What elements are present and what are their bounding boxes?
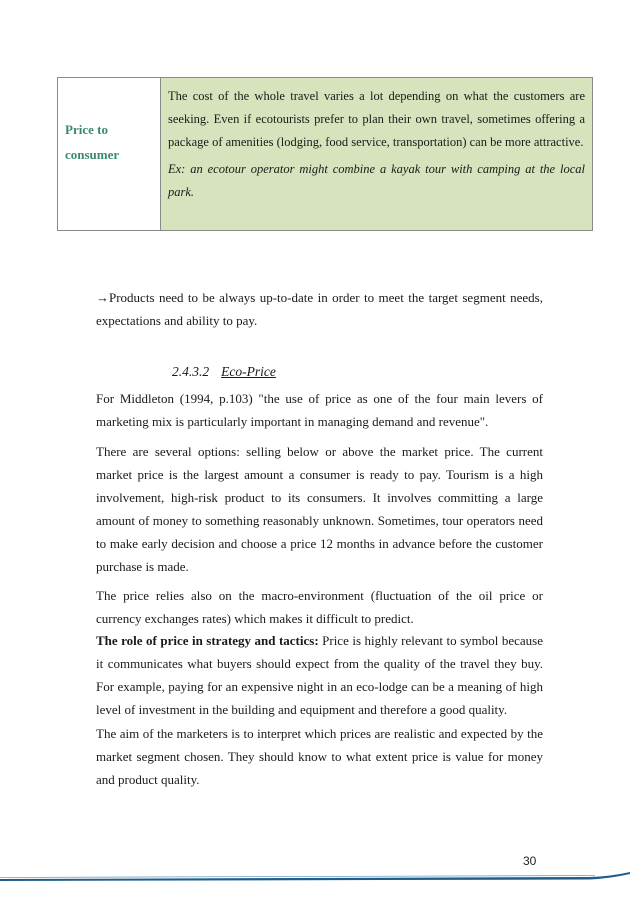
- section-title: Eco-Price: [221, 364, 276, 379]
- paragraph-options: There are several options: selling below or above the market price. The current market price is the largest amount a consumer is ready to pay. Tourism is a high involvement, high-risk product to its consumers. It involves committing a large amount of money to something reasonably unknown. Sometimes, tour operators need to make early decision and choose a price 12 months in advance before the customer purchase is made.: [96, 444, 543, 574]
- role-heading: The role of price in strategy and tactics:: [96, 633, 319, 648]
- page-number: 30: [523, 854, 537, 868]
- section-heading: [172, 364, 276, 380]
- section-number: 2.4.3.2: [172, 364, 210, 379]
- products-note: →Products need to be always up-to-date in order to meet the target segment needs, expectations and ability to pay.: [96, 290, 543, 328]
- table-label-cell: [58, 78, 161, 230]
- footer-line-light: [0, 876, 595, 878]
- table-label: Price to consumer: [65, 122, 120, 162]
- table-example: Ex: an ecotour operator might combine a kayak tour with camping at the local park.: [168, 162, 585, 199]
- paragraph-middleton: For Middleton (1994, p.103) "the use of price as one of the four main levers of marketing mix is particularly important in managing demand and revenue".: [96, 391, 543, 429]
- footer-rule: [0, 869, 638, 881]
- paragraph-macro: The price relies also on the macro-environment (fluctuation of the oil price or currency exchanges rates) which makes it difficult to predict.: [96, 588, 543, 626]
- table-description: The cost of the whole travel varies a lot depending on what the customers are seeking. Even if ecotourists prefer to plan their own travel, sometimes offering a package of amenities (lodging, food service, transportation) can be more attractive.: [168, 89, 585, 149]
- price-to-consumer-table: [57, 77, 593, 231]
- role-text: Price is highly relevant to symbol because it communicates what buyers should expect from the quality of the travel they buy. For example, paying for an expensive night in an eco-lodge can be a meaning of high level of investment in the building and equipment and therefore a good quality.: [96, 633, 543, 717]
- paragraph-aim: The aim of the marketers is to interpret which prices are realistic and expected by the market segment chosen. They should know to what extent price is value for money and product quality.: [96, 726, 543, 787]
- paragraph-role: [96, 629, 543, 721]
- table-content-cell: [161, 78, 592, 230]
